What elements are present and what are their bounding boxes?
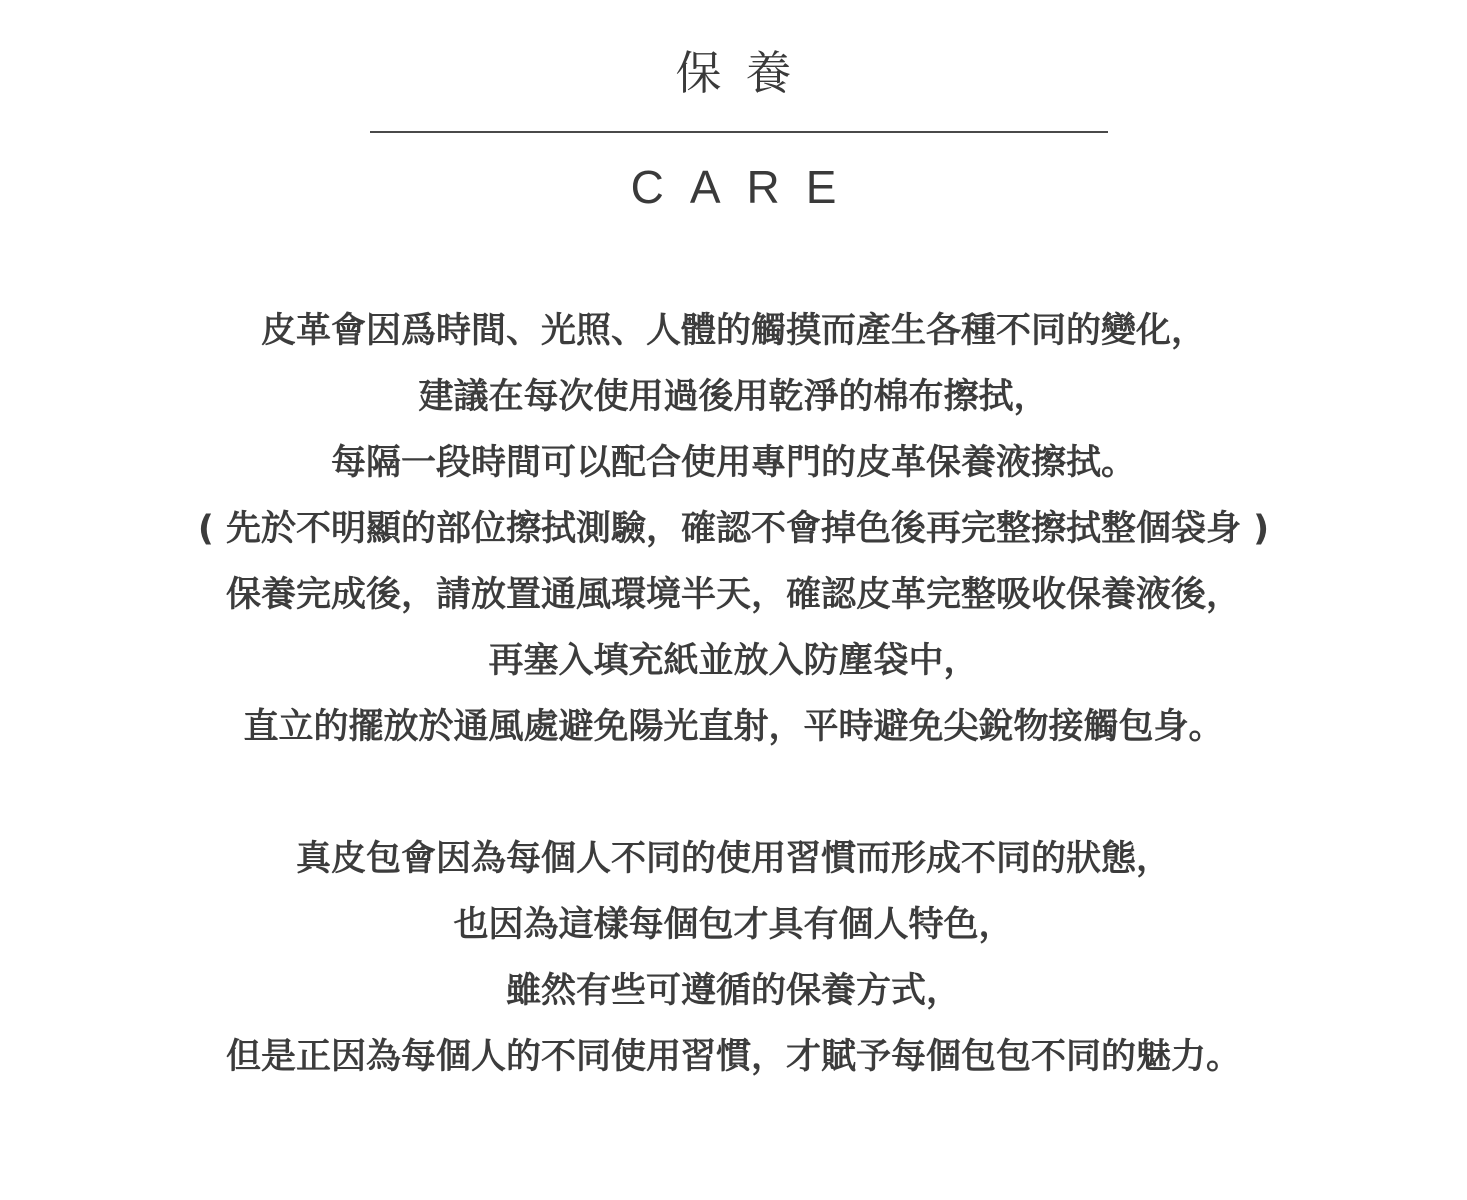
paragraph-line: 再塞入填充紙並放入防塵袋中， <box>488 641 979 681</box>
care-instructions-paragraph <box>0 298 1467 760</box>
paragraph-line: 真皮包會因為每個人不同的使用習慣而形成不同的狀態， <box>295 839 1171 879</box>
paragraph-line: 保養完成後，請放置通風環境半天，確認皮革完整吸收保養液後， <box>225 575 1241 615</box>
page-title-english: CARE <box>630 161 863 213</box>
paragraph-line: 也因為這樣每個包才具有個人特色， <box>453 905 1014 945</box>
title-divider <box>370 131 1108 133</box>
page-title-chinese: 保養 <box>675 46 816 100</box>
paragraph-line: ( 先於不明顯的部位擦拭測驗，確認不會掉色後再完整擦拭整個袋身 ) <box>197 509 1270 549</box>
paragraph-line: 直立的擺放於通風處避免陽光直射，平時避免尖銳物接觸包身。 <box>243 707 1224 747</box>
paragraph-line: 雖然有些可遵循的保養方式， <box>505 971 961 1011</box>
paragraph-line: 皮革會因爲時間、光照、人體的觸摸而產生各種不同的變化， <box>260 311 1206 351</box>
leather-character-paragraph <box>0 826 1467 1090</box>
paragraph-line: 每隔一段時間可以配合使用專門的皮革保養液擦拭。 <box>330 443 1136 483</box>
paragraph-line: 建議在每次使用過後用乾淨的棉布擦拭， <box>418 377 1049 417</box>
paragraph-line: 但是正因為每個人的不同使用習慣，才賦予每個包包不同的魅力。 <box>225 1037 1241 1077</box>
